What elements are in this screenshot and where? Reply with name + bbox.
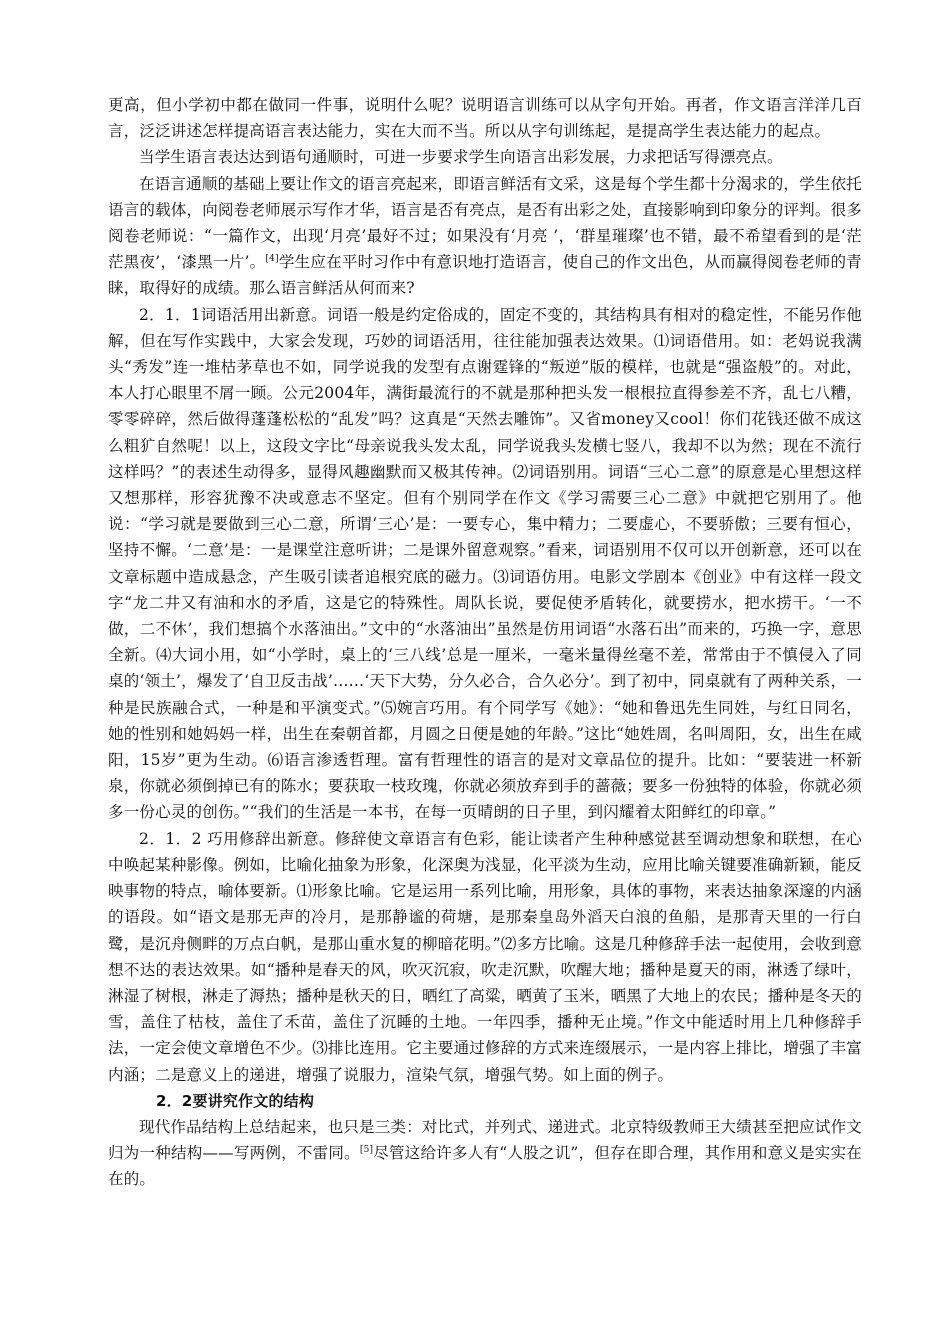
paragraph-text: 学生应在平时习作中有意识地打造语言，使自己的作文出色，从而赢得阅卷老师的青睐，取得好的成绩。那么语言鲜活从何而来? [108,253,863,298]
section-heading-2-2: 2．2要讲究作文的结构 [156,1091,315,1110]
paragraph-text: 在语言通顺的基础上要让作文的语言亮起来，即语言鲜活有文采，这是每个学生都十分渴求的，学生依托语言的载体，向阅卷老师展示写作才华，语言是否有亮点，是否有出彩之处，直接影响到印象分的评判。很多阅卷老师说：“一篇作文，出现‘月亮’最好不过；如果没有‘月亮 ’，‘群星璀璨’也不错，最不希望看到的是‘茫茫黑夜’，‘漆黑一片’。 [108,174,862,272]
document-page [108,92,862,1193]
paragraph-text: 尽管这给许多人有“人股之讥”，但存在即合理，其作用和意义是实实在在的。 [108,1144,862,1189]
paragraph-intro-continued: 更高，但小学初中都在做同一件事，说明什么呢？说明语言训练可以从字句开始。再者，作文语言洋洋几百言，泛泛讲述怎样提高语言表达能力，实在大而不当。所以从字句训练起，是提高学生表达能力的起点。 [108,96,862,141]
paragraph-structure [108,1114,862,1193]
citation-ref: [5] [359,1144,374,1155]
paragraph-text: 现代作品结构上总结起来，也只是三类：对比式，并列式、递进式。北京特级教师王大绩甚至把应试作文归为一种结构——写两例，不雷同。 [108,1117,862,1163]
paragraph-section-2-1-2: 2．1．2 巧用修辞出新意。修辞使文章语言有色彩，能让读者产生种种感觉甚至调动想象和联想，在心中唤起某种影像。例如，比喻化抽象为形象，化深奥为浅显，化平淡为生动，应用比喻关键要准确新颖，能反映事物的特点，喻体要新。⑴形象比喻。它是运用一系列比喻，用形象，具体的事物，来表达抽象深邃的内涵的语段。如“语文是那无声的冷月，是那静谧的荷塘，是那秦皇岛外滔天白浪的鱼船，是那青天里的一行白鹭，是沉舟侧畔的万点白帆，是那山重水复的柳暗花明。”⑵多方比喻。这是几种修辞手法一起使用，会收到意想不达的表达效果。如“播种是春天的风，吹灭沉寂，吹走沉默，吹醒大地；播种是夏天的雨，淋透了绿叶，淋湿了树根，淋走了溽热；播种是秋天的日，晒红了高粱，晒黄了玉米，晒黑了大地上的农民；播种是冬天的雪，盖住了枯枝，盖住了禾苗，盖住了沉睡的土地。一年四季，播种无止境。”作文中能适时用上几种修辞手法，一定会使文章增色不少。⑶排比连用。它主要通过修辞的方式来连缀展示，一是内容上排比，增强了丰富内涵；二是意义上的递进，增强了说服力，渲染气氛，增强气势。如上面的例子。 [108,829,862,1084]
citation-ref: [4] [265,254,279,265]
paragraph-vivid-language [108,171,862,302]
paragraph-fluent-expression: 当学生语言表达达到语句通顺时，可进一步要求学生向语言出彩发展，力求把话写得漂亮点。 [139,148,783,167]
paragraph-section-2-1-1: 2．1．1词语活用出新意。词语一般是约定俗成的，固定不变的，其结构具有相对的稳定性，不能另作他解，但在写作实践中，大家会发现，巧妙的词语活用，往往能加强表达效果。⑴词语借用。如：老妈说我满头“秀发”连一堆枯茅草也不如，同学说我的发型有点谢霆锋的“叛逆”版的模样，也就是“强盗般”的。对此，本人打心眼里不屑一顾。公元2004年，满街最流行的不就是那种把头发一根根拉直得参差不齐，乱七八糟，零零碎碎，然后做得蓬蓬松松的“乱发”吗？这真是“天然去雕饰”。又省money又cool！你们花钱还做不成这么粗犷自然呢！以上，这段文字比“母亲说我头发太乱，同学说我头发横七竖八，我却不以为然；现在不流行这样吗？”的表述生动得多，显得风趣幽默而又极其传神。⑵词语别用。词语“三心二意”的原意是心里想这样又想那样，形容犹豫不决或意志不坚定。但有个别同学在作文《学习需要三心二意》中就把它别用了。他说：“学习就是要做到三心二意，所谓‘三心’是：一要专心，集中精力；二要虚心，不要骄傲；三要有恒心，坚持不懈。‘二意’是：一是课堂注意听讲；二是课外留意观察。”看来，词语别用不仅可以开创新意，还可以在文章标题中造成悬念，产生吸引读者追根究底的磁力。⑶词语仿用。电影文学剧本《创业》中有这样一段文字“龙二井又有油和水的矛盾，这是它的特殊性。周队长说，要促使矛盾转化，就要捞水，把水捞干。‘一不做，二不休’，我们想搞个水落油出。”文中的“水落油出”虽然是仿用词语“水落石出”而来的，巧换一字，意思全新。⑷大词小用，如“小学时，桌上的‘三八线’总是一厘米，一毫米量得丝毫不差，常常由于不慎侵入了同桌的‘领土’，爆发了‘自卫反击战’……‘天下大势，分久必合，合久必分’。到了初中，同桌就有了两种关系，一种是民族融合式，一种是和平演变式。”⑸婉言巧用。有个同学写《她》：“她和鲁迅先生同姓，与红日同名，她的性别和她妈妈一样，出生在秦朝首都，月圆之日便是她的年龄。”这比“她姓周，名叫周阳，女，出生在咸阳，15岁”更为生动。⑹语言渗透哲理。富有哲理性的语言的是对文章品位的提升。比如：“要装进一杯新泉，你就必须倒掉已有的陈水；要获取一枝玫瑰，你就必须放弃到手的蔷薇；要多一份独特的体验，你就必须多一份心灵的创伤。”“我们的生活是一本书，在每一页晴朗的日子里，到闪耀着太阳鲜红的印章。” [108,305,862,822]
